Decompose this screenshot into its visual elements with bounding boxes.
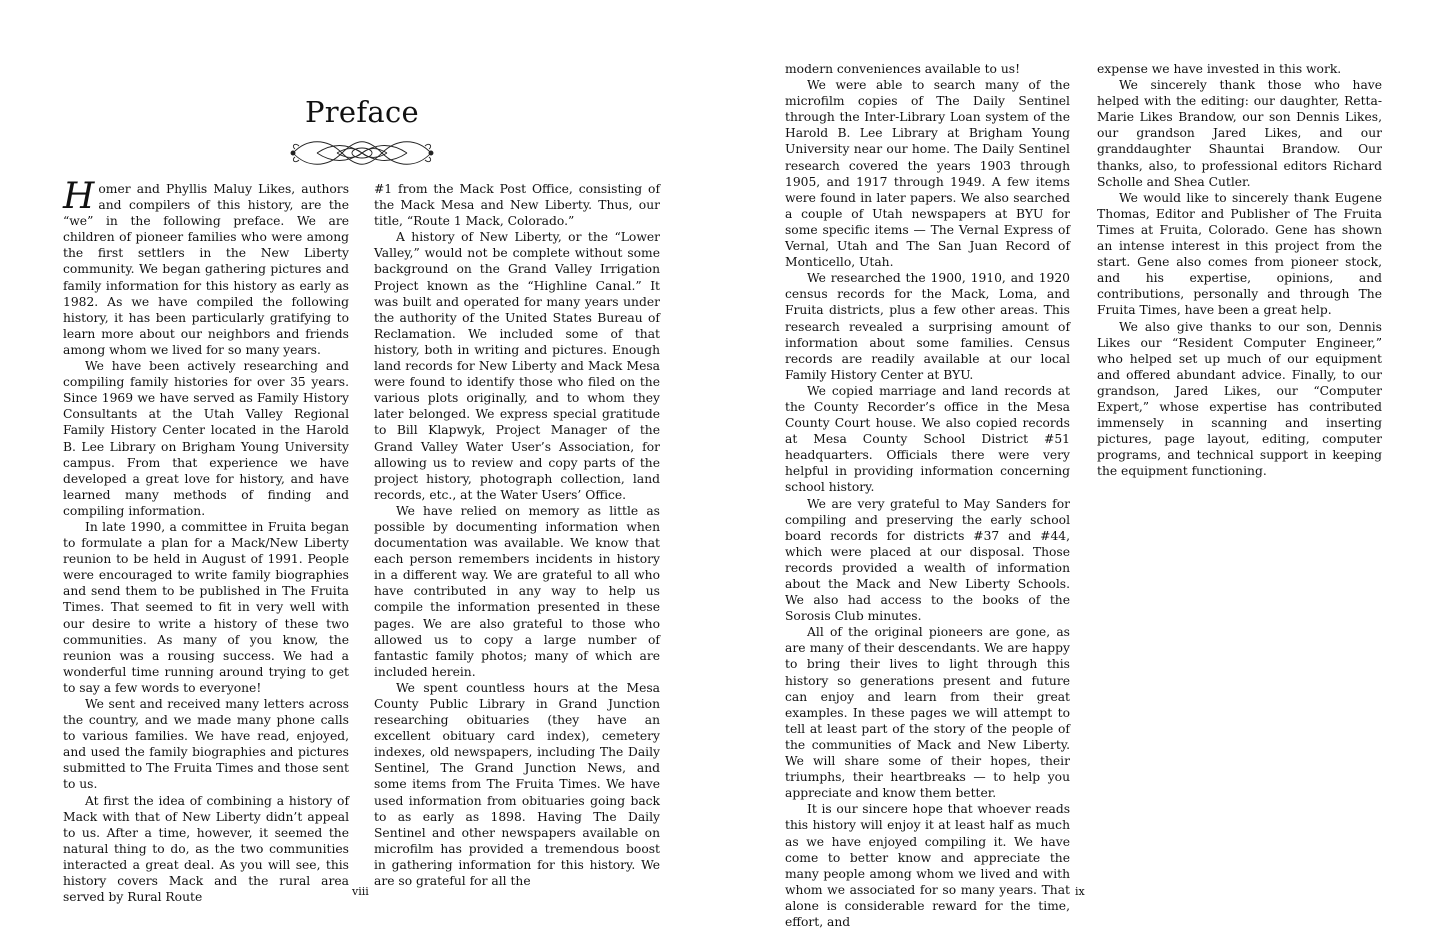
paragraph: All of the original pioneers are gone, as are many of their descendants. We are happy to bring their lives to light through this history so generations present and future can enjoy and learn from their great examples. In these pages we will attempt to tell at least part of the story of the people of the communities of Mack and New Liberty. We will share some of their hopes, their triumphs, their heartbreaks — to help you appreciate and know them better.: [785, 625, 1070, 801]
page-title: Preface: [304, 95, 420, 129]
paragraph: modern conveniences available to us!: [785, 62, 1021, 76]
paragraph: We have relied on memory as little as possible by documenting information when documentation was available. We know that each person remembers incidents in history in a different way. We are grateful to all who have contributed in any way to help us compile the information presented in these pages. We are also grateful to those who allowed us to copy a large number of fantastic family photos; many of which are included herein.: [374, 503, 660, 679]
paragraph: expense we have invested in this work.: [1097, 62, 1342, 76]
paragraph-text: omer and Phyllis Maluy Likes, authors and compilers of this history, are the “we” in the following preface. We are children of pioneer families who were among the first settlers in the New Liberty community. We began gathering pictures and family information for this history as early as 1982. As we have compiled the following history, it has been particularly gratifying to learn more about our neighbors and friends among whom we lived for so many years.: [63, 182, 349, 357]
column-3: [785, 61, 1070, 930]
paragraph: We also give thanks to our son, Dennis Likes our “Resident Computer Engineer,” who helped set up much of our equipment and offered abundant advice. Finally, to our grandson, Jared Likes, our “Computer Expert,” whose expertise has contributed immensely in scanning and inserting pictures, page layout, editing, computer programs, and technical support in keeping the equipment functioning.: [1097, 319, 1382, 479]
paragraph: [63, 176, 349, 358]
page-number-left: viii: [352, 885, 369, 898]
paragraph: We are very grateful to May Sanders for compiling and preserving the early school board records for districts #37 and #44, which were placed at our disposal. Those records provided a wealth of information about the Mack and New Liberty Schools. We also had access to the books of the Sorosis Club minutes.: [785, 496, 1070, 624]
column-2: [374, 181, 660, 889]
paragraph: We copied marriage and land records at the County Recorder’s office in the Mesa County Court house. We also copied records at Mesa County School District #51 headquarters. Officials there were very helpful in providing information concerning school history.: [785, 383, 1070, 495]
paragraph: At first the idea of combining a history of Mack with that of New Liberty didn’t appeal to us. After a time, however, it seemed the natural thing to do, as the two communities interacted a great deal. As you will see, this history covers Mack and the rural area served by Rural Route: [63, 793, 349, 905]
paragraph: #1 from the Mack Post Office, consisting of the Mack Mesa and New Liberty. Thus, our title, “Route 1 Mack, Colorado.”: [374, 182, 660, 229]
paragraph: We researched the 1900, 1910, and 1920 census records for the Mack, Loma, and Fruita districts, plus a few other areas. This research revealed a surprising amount of information about some families. Census records are readily available at our local Family History Center at BYU.: [785, 271, 1070, 382]
paragraph: A history of New Liberty, or the “Lower Valley,” would not be complete without some background on the Grand Valley Irrigation Project known as the “Highline Canal.” It was built and operated for many years under the authority of the United States Bureau of Reclamation. We included some of that history, both in writing and pictures. Enough land records for New Liberty and Mack Mesa were found to identify those who filed on the various plots originally, and to whom they later belonged. We express special gratitude to Bill Klapwyk, Project Manager of the Grand Valley Water User’s Association, for allowing us to review and copy parts of the project history, photograph collection, land records, etc., at the Water Users’ Office.: [374, 230, 660, 502]
paragraph: We sincerely thank those who have helped with the editing: our daughter, Retta-Marie Likes Brandow, our son Dennis Likes, our grandson Jared Likes, and our granddaughter Shauntai Brandow. Our thanks, also, to professional editors Richard Scholle and Shea Cutler.: [1097, 78, 1382, 189]
paragraph: We sent and received many letters across the country, and we made many phone calls to various families. We have read, enjoyed, and used the family biographies and pictures submitted to The Fruita Times and those sent to us.: [63, 697, 349, 792]
decorative-flourish-icon: [287, 134, 437, 172]
column-1: [63, 176, 349, 905]
paragraph: We have been actively researching and compiling family histories for over 35 years. Since 1969 we have served as Family History Consultants at the Utah Valley Regional Family History Center located in the Harold B. Lee Library on Brigham Young University campus. From that experience we have developed a great love for history, and have learned many methods of finding and compiling information.: [63, 359, 349, 518]
page-number-right: ix: [1075, 885, 1085, 898]
paragraph: We would like to sincerely thank Eugene Thomas, Editor and Publisher of The Fruita Times at Fruita, Colorado. Gene has shown an intense interest in this project from the start. Gene also comes from pioneer stock, and his expertise, opinions, and contributions, personally and through The Fruita Times, have been a great help.: [1097, 190, 1382, 318]
paragraph: We spent countless hours at the Mesa County Public Library in Grand Junction researching obituaries (they have an excellent obituary card index), cemetery indexes, old newspapers, including The Daily Sentinel, The Grand Junction News, and some items from The Fruita Times. We have used information from obituaries going back to as early as 1898. Having The Daily Sentinel and other newspapers available on microfilm has provided a tremendous boost in gathering information for this history. We are so grateful for all the: [374, 680, 660, 889]
column-4: [1097, 61, 1382, 479]
drop-cap: H: [63, 176, 95, 217]
paragraph: It is our sincere hope that whoever reads this history will enjoy it at least half as much as we have enjoyed compiling it. We have come to better know and appreciate the many people among whom we lived and with whom we associated for so many years. That alone is considerable reward for the time, effort, and: [785, 802, 1070, 929]
paragraph: We were able to search many of the microfilm copies of The Daily Sentinel through the Inter-Library Loan system of the Harold B. Lee Library at Brigham Young University near our home. The Daily Sentinel research covered the years 1903 through 1905, and 1917 through 1949. A few items were found in later papers. We also searched a couple of Utah newspapers at BYU for some specific items — The Vernal Express of Vernal, Utah and The San Juan Record of Monticello, Utah.: [785, 78, 1070, 270]
paragraph: In late 1990, a committee in Fruita began to formulate a plan for a Mack/New Liberty reunion to be held in August of 1991. People were encouraged to write family biographies and send them to be published in The Fruita Times. That seemed to fit in very well with our desire to write a history of these two communities. As many of you know, the reunion was a rousing success. We had a wonderful time running around trying to get to say a few words to everyone!: [63, 519, 349, 695]
